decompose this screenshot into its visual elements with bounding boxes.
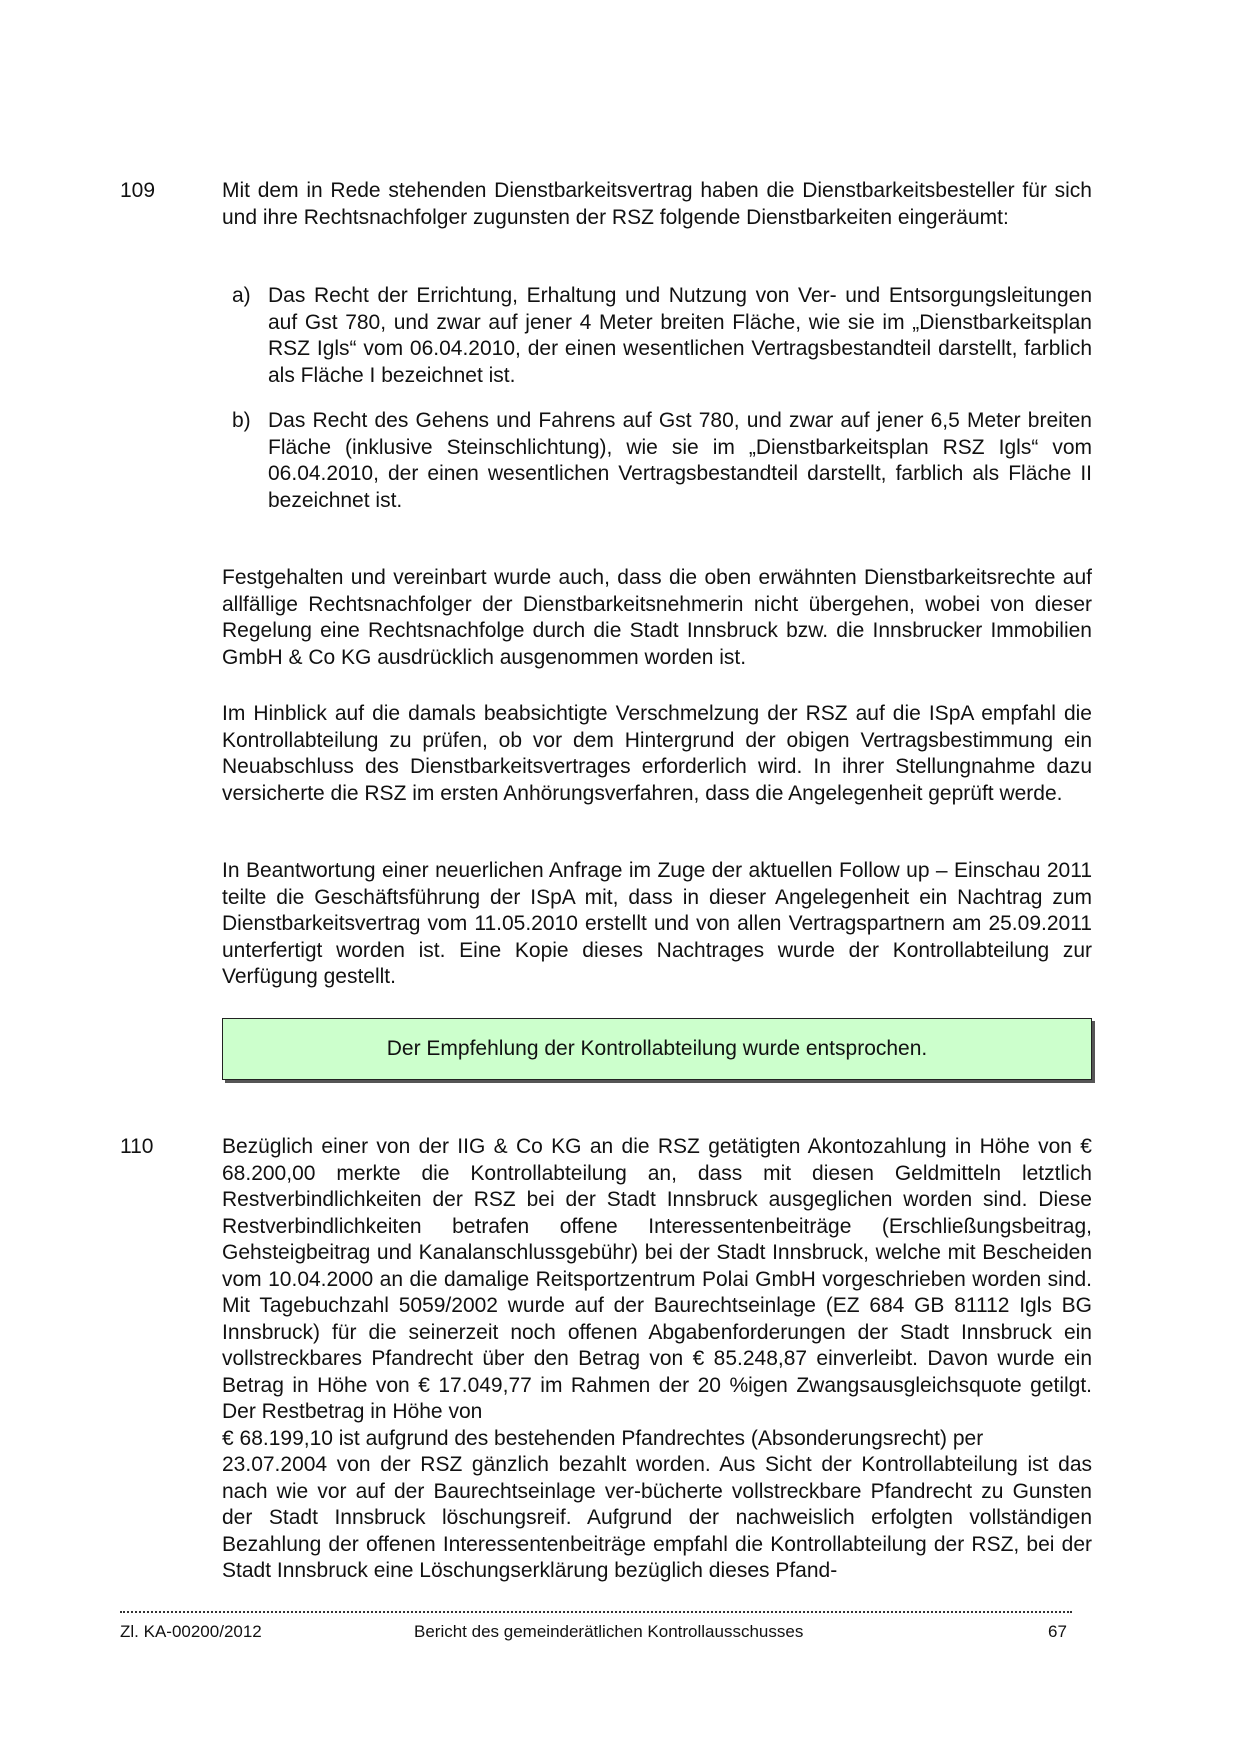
- footer-reference: Zl. KA-00200/2012: [120, 1622, 262, 1641]
- section-110-text-part1: Bezüglich einer von der IIG & Co KG an die RSZ getätigten Akontozahlung in Höhe von € 68.200,00 merkte die Kontrollabteilung an, dass mit diesen Geldmitteln letztlich Restverbindlichkeiten der RSZ bei der Stadt Innsbruck ausgeglichen worden sind. Diese Restverbindlichkeiten betrafen offene Interessentenbeiträge (Erschließungsbeitrag, Gehsteigbeitrag und Kanalanschlussgebühr) bei der Stadt Innsbruck, welche mit Bescheiden vom 10.04.2000 an die damalige Reitsportzentrum Polai GmbH vorgeschrieben worden sind. Mit Tagebuchzahl 5059/2002 wurde auf der Baurechtseinlage (EZ 684 GB 81112 Igls BG Innsbruck) für die seinerzeit noch offenen Abgabenforderungen der Stadt Innsbruck ein vollstreckbares Pfandrecht über den Betrag von € 85.248,87 einverleibt. Davon wurde ein Betrag in Höhe von € 17.049,77 im Rahmen der 20 %igen Zwangsausgleichsquote getilgt. Der Restbetrag in Höhe von: [222, 1135, 1092, 1423]
- page-number: 67: [1048, 1622, 1067, 1641]
- section-109-intro: Mit dem in Rede stehenden Dienstbarkeitsvertrag haben die Dienstbarkeitsbesteller für sich und ihre Rechtsnachfolger zugunsten der RSZ folgende Dienstbarkeiten eingeräumt:: [222, 179, 1092, 229]
- section-number-109: 109: [120, 179, 156, 202]
- list-item-b: [232, 408, 1092, 514]
- list-item-text: Das Recht der Errichtung, Erhaltung und Nutzung von Ver- und Entsorgungsleitungen auf Gst 780, und zwar auf jener 4 Meter breiten Fläche, wie sie im „Dienstbarkeitsplan RSZ Igls“ vom 06.04.2010, der einen wesentlichen Vertragsbestandteil darstellt, farblich als Fläche I bezeichnet ist.: [268, 284, 1092, 387]
- recommendation-callout: [222, 1018, 1092, 1080]
- footer-divider: [120, 1611, 1072, 1613]
- list-marker: a): [232, 284, 251, 307]
- section-number-110: 110: [120, 1135, 154, 1158]
- paragraph-beantwortung: In Beantwortung einer neuerlichen Anfrage im Zuge der aktuellen Follow up – Einschau 2011 teilte die Geschäftsführung der ISpA mit, dass in dieser Angelegenheit ein Nachtrag zum Dienstbarkeitsvertrag vom 11.05.2010 erstellt und von allen Vertragspartnern am 25.09.2011 unterfertigt worden ist. Eine Kopie dieses Nachtrages wurde der Kontrollabteilung zur Verfügung gestellt.: [222, 859, 1092, 988]
- list-marker: b): [232, 409, 251, 432]
- paragraph-festgehalten: Festgehalten und vereinbart wurde auch, dass die oben erwähnten Dienstbarkeitsrechte auf allfällige Rechtsnachfolger der Dienstbarkeitsnehmerin nicht übergehen, wobei von dieser Regelung eine Rechtsnachfolge durch die Stadt Innsbruck bzw. die Innsbrucker Immobilien GmbH & Co KG ausdrücklich ausgenommen worden ist.: [222, 566, 1092, 669]
- section-110-text-part3: 23.07.2004 von der RSZ gänzlich bezahlt worden. Aus Sicht der Kontrollabteilung ist das nach wie vor auf der Baurechtseinlage ver-bücherte vollstreckbare Pfandrecht zu Gunsten der Stadt Innsbruck löschungsreif. Aufgrund der nachweislich erfolgten vollständigen Bezahlung der offenen Interessentenbeiträge empfahl die Kontrollabteilung der RSZ, bei der Stadt Innsbruck eine Löschungserklärung bezüglich dieses Pfand-: [222, 1453, 1092, 1582]
- callout-text: Der Empfehlung der Kontrollabteilung wurde entsprochen.: [386, 1037, 928, 1060]
- paragraph-hinblick: Im Hinblick auf die damals beabsichtigte Verschmelzung der RSZ auf die ISpA empfahl die Kontrollabteilung zu prüfen, ob vor dem Hintergrund der obigen Vertragsbestimmung ein Neuabschluss des Dienstbarkeitsvertrages erforderlich wird. In ihrer Stellungnahme dazu versicherte die RSZ im ersten Anhörungsverfahren, dass die Angelegenheit geprüft werde.: [222, 702, 1092, 805]
- list-item-a: [232, 283, 1092, 389]
- section-110-text-part2: € 68.199,10 ist aufgrund des bestehenden Pfandrechtes (Absonderungsrecht) per: [222, 1427, 984, 1450]
- list-item-text: Das Recht des Gehens und Fahrens auf Gst 780, und zwar auf jener 6,5 Meter breiten Fläche (inklusive Steinschlichtung), wie sie im „Dienstbarkeitsplan RSZ Igls“ vom 06.04.2010, der einen wesentlichen Vertragsbestandteil darstellt, farblich als Fläche II bezeichnet ist.: [268, 409, 1092, 512]
- footer-title: Bericht des gemeinderätlichen Kontrollausschusses: [414, 1622, 804, 1641]
